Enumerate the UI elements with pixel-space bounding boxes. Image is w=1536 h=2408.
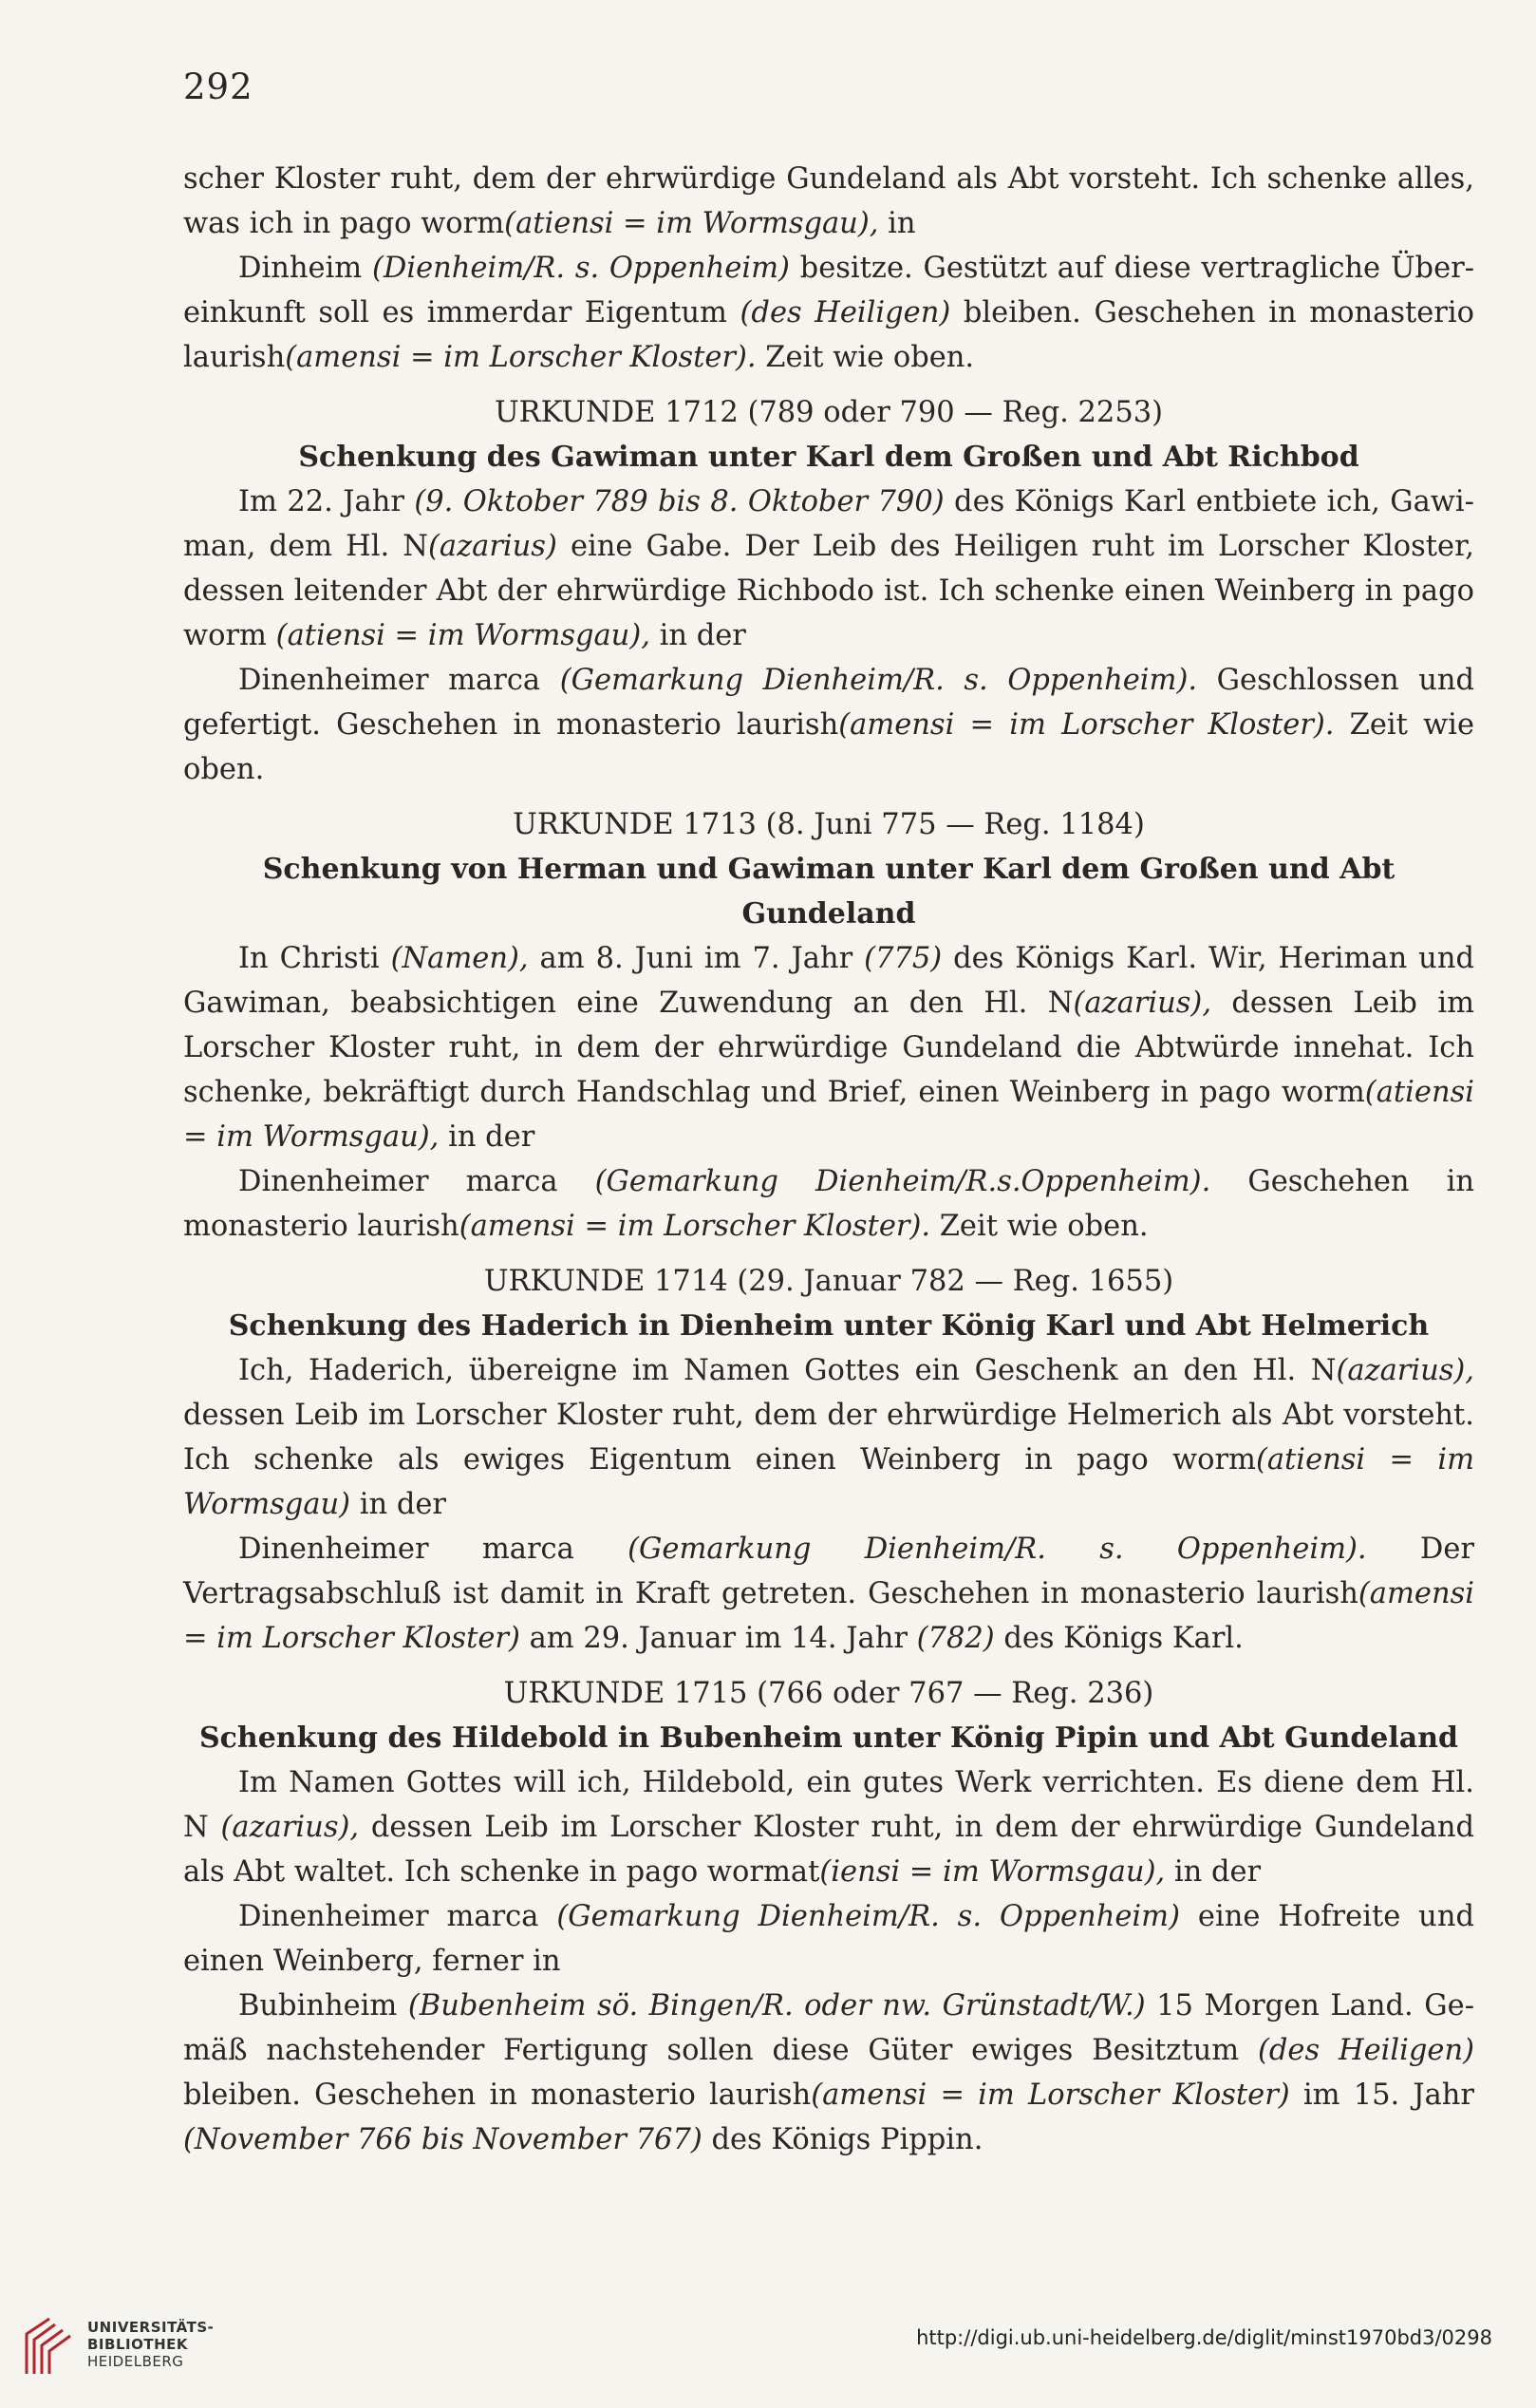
text-run: Schenkung des Hildebold in Bubenheim unter König Pipin und Abt Gundeland (198, 1721, 1459, 1755)
italic-gloss: (amensi = im Lorscher Kloster) (183, 1577, 1474, 1655)
italic-gloss: (atiensi = im Wormsgau) (183, 1443, 1474, 1521)
paragraph (183, 1159, 1474, 1249)
text-run: am 29. Januar im 14. Jahr (519, 1622, 917, 1655)
italic-gloss: (atiensi = im Wormsgau), (275, 619, 650, 652)
italic-gloss: (azarius), (220, 1811, 360, 1844)
text-run: eine Gabe. Der Leib des Heiligen ruht im Lorscher Kloster, dessen leitender Abt der ehrwürdige Richbodo ist. Ich schenke einen Weinberg in pago worm (183, 530, 1474, 652)
text-run: in (878, 207, 916, 240)
italic-gloss: (Gemarkung Dienheim/R. s. Oppenheim). (559, 664, 1198, 697)
text-run: Der Vertragsabschluß ist damit in Kraft getreten. Geschehen in monasterio laurish (183, 1533, 1475, 1610)
text-run: Dinenheimer marca (238, 1165, 595, 1198)
italic-gloss: (Gemarkung Dienheim/R. s. Oppenheim) (556, 1900, 1180, 1933)
italic-gloss: (November 766 bis November 767) (183, 2123, 702, 2156)
italic-gloss: (azarius) (427, 530, 557, 563)
paragraph (183, 480, 1474, 658)
footer (0, 2298, 1536, 2408)
italic-gloss: (azarius), (1073, 987, 1212, 1020)
italic-gloss: (Gemarkung Dienheim/R. s. Oppenheim). (628, 1533, 1367, 1566)
text-run: Schenkung des Gawiman unter Karl dem Großen und Abt Richbod (298, 441, 1359, 474)
paragraph (183, 1894, 1474, 1984)
italic-gloss: (des Heiligen) (740, 296, 951, 329)
italic-gloss: (Gemarkung Dienheim/R.s.Oppenheim). (594, 1165, 1211, 1198)
text-run: Im Namen Gottes will ich, Hildebold, ein gutes Werk verrichten. Es diene dem Hl. N (183, 1766, 1474, 1844)
text-run: URKUNDE 1714 (29. Januar 782 — Reg. 1655) (483, 1265, 1174, 1298)
charter-title (183, 847, 1474, 936)
text-run: des Königs Karl entbiete ich, Gawiman, dem Hl. N (183, 485, 1474, 563)
italic-gloss: (Dienheim/R. s. Oppenheim) (371, 252, 790, 285)
italic-gloss: (amensi = im Lorscher Kloster). (285, 341, 757, 374)
paragraph (183, 157, 1474, 246)
document-body (183, 157, 1474, 2162)
text-run: dessen Leib im Lorscher Kloster ruht, in dem der ehrwürdige Gundeland die Abtwürde innehat. Ich schenke, bekräftigt durch Handschlag und Brief, einen Weinberg in pago worm (183, 987, 1475, 1109)
text-run: Geschlossen und gefertigt. Geschehen in monasterio laurish (183, 664, 1475, 742)
italic-gloss: (9. Oktober 789 bis 8. Oktober 790) (414, 485, 945, 518)
text-run: Bubinheim (238, 1989, 408, 2022)
text-run: in der (1165, 1855, 1262, 1889)
paragraph (183, 246, 1474, 380)
text-run: 15 Morgen Land. Gemäß nachstehender Fertigung sollen diese Güter ewiges Besitztum (183, 1989, 1474, 2067)
italic-gloss: (Bubenheim sö. Bingen/R. oder nw. Grünstadt/W.) (407, 1989, 1146, 2022)
text-run: URKUNDE 1712 (789 oder 790 — Reg. 2253) (494, 396, 1164, 429)
text-run: Zeit wie oben. (930, 1210, 1149, 1243)
italic-gloss: (782) (916, 1622, 995, 1655)
paragraph (183, 936, 1474, 1159)
italic-gloss: (amensi = im Lorscher Kloster) (811, 2079, 1290, 2112)
text-run: in der (439, 1120, 535, 1154)
italic-gloss: (atiensi = im Wormsgau), (183, 1076, 1474, 1154)
text-run: Schenkung des Haderich in Dienheim unter König Karl und Abt Helmerich (228, 1309, 1430, 1343)
text-run: In Christi (238, 942, 391, 975)
source-url[interactable]: http://digi.ub.uni-heidelberg.de/diglit/minst1970bd3/0298 (916, 2326, 1492, 2349)
library-line-3: HEIDELBERG (87, 2353, 184, 2370)
paragraph (183, 1984, 1474, 2162)
text-run: des Königs Karl. Wir, Heriman und Gawiman, beabsichtigen eine Zuwendung an den Hl. N (183, 942, 1474, 1020)
text-run: bleiben. Geschehen in monasterio laurish (183, 2079, 812, 2112)
italic-gloss: (iensi = im Wormsgau), (819, 1855, 1166, 1889)
text-run: scher Kloster ruht, dem der ehrwürdige Gundeland als Abt vorsteht. Ich schenke alles, was ich in pago worm (183, 162, 1474, 240)
text-run: Geschehen in monasterio laurish (183, 1165, 1475, 1243)
text-run: Zeit wie oben. (756, 341, 975, 374)
library-line-1: UNIVERSITÄTS- (87, 2319, 215, 2336)
text-run: des Königs Karl. (994, 1622, 1244, 1655)
charter-heading (183, 390, 1474, 435)
library-line-2: BIBLIOTHEK (87, 2336, 188, 2353)
text-run: des Königs Pippin. (702, 2123, 983, 2156)
charter-heading (183, 1671, 1474, 1716)
paragraph (183, 1348, 1474, 1527)
text-run: Dinenheimer marca (238, 1900, 557, 1933)
text-run: am 8. Juni im 7. Jahr (528, 942, 865, 975)
paragraph (183, 1760, 1474, 1894)
charter-title (183, 1716, 1474, 1760)
italic-gloss: (amensi = im Lorscher Kloster). (459, 1210, 931, 1243)
text-run: URKUNDE 1715 (766 oder 767 — Reg. 236) (503, 1677, 1154, 1710)
charter-title (183, 1304, 1474, 1348)
text-run: eine Hofreite und einen Weinberg, ferner in (183, 1900, 1474, 1978)
italic-gloss: (amensi = im Lorscher Kloster). (838, 708, 1335, 742)
paragraph (183, 658, 1474, 792)
text-run: Dinenheimer marca (238, 664, 560, 697)
text-run: in der (649, 619, 746, 652)
text-run: bleiben. Geschehen in monasterio laurish (183, 296, 1474, 374)
italic-gloss: (Namen), (390, 942, 529, 975)
library-name (87, 2319, 214, 2370)
text-run: Schenkung von Herman und Gawiman unter Karl dem Großen und Abt Gundeland (262, 853, 1396, 931)
italic-gloss: (atiensi = im Wormsgau), (504, 207, 879, 240)
text-run: dessen Leib im Lorscher Kloster ruht, dem der ehrwürdige Helmerich als Abt vorsteht. Ich schenke als ewiges Eigentum einen Weinberg in pago worm (183, 1399, 1474, 1477)
library-logo-icon (21, 2315, 76, 2378)
text-run: URKUNDE 1713 (8. Juni 775 — Reg. 1184) (513, 808, 1145, 841)
text-run: Dinheim (238, 252, 372, 285)
page-number: 292 (183, 66, 253, 107)
paragraph (183, 1527, 1474, 1661)
italic-gloss: (des Heiligen) (1258, 2034, 1474, 2067)
charter-heading (183, 1259, 1474, 1304)
charter-title (183, 435, 1474, 480)
text-run: in der (350, 1488, 446, 1521)
text-run: Zeit wie oben. (183, 708, 1474, 786)
charter-heading (183, 802, 1474, 847)
text-run: Ich, Haderich, übereigne im Namen Gottes ein Geschenk an den Hl. N (238, 1354, 1337, 1387)
italic-gloss: (775) (864, 942, 943, 975)
text-run: besitze. Gestützt auf diese vertragliche Übereinkunft soll es immerdar Eigentum (183, 252, 1475, 329)
italic-gloss: (azarius), (1336, 1354, 1474, 1387)
text-run: Dinenheimer marca (238, 1533, 628, 1566)
text-run: dessen Leib im Lorscher Kloster ruht, in dem der ehrwürdige Gundeland als Abt waltet. Ich schenke in pago wormat (183, 1811, 1474, 1889)
text-run: Im 22. Jahr (238, 485, 415, 518)
text-run: im 15. Jahr (1289, 2079, 1474, 2112)
